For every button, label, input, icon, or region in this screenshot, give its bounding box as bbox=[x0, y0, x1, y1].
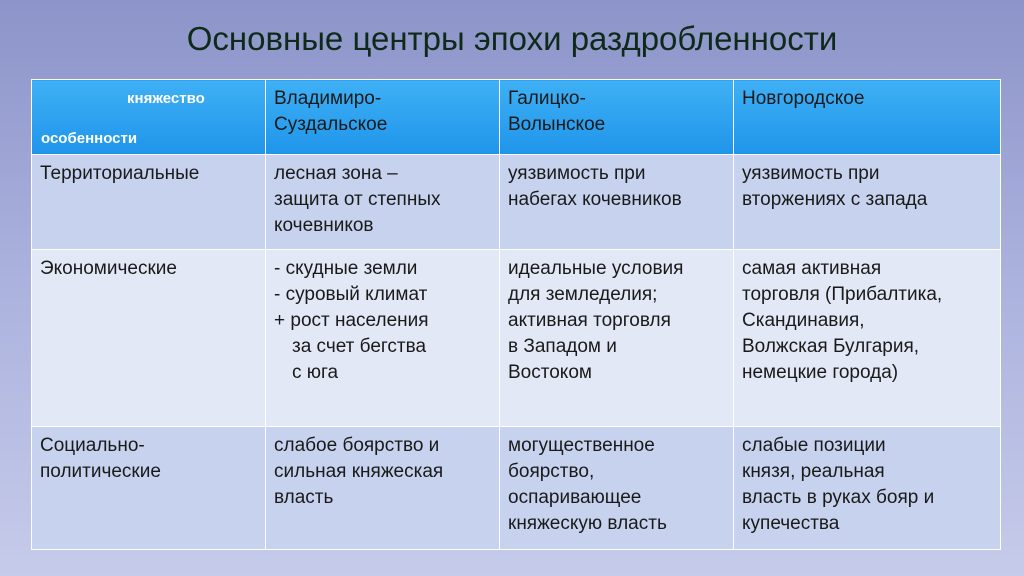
cell-line: князя, реальная bbox=[742, 461, 885, 482]
table-cell bbox=[500, 155, 734, 250]
cell-line: уязвимость при bbox=[742, 163, 880, 184]
column-header-vladimir-suzdal bbox=[266, 80, 500, 155]
corner-label-principality: княжество bbox=[127, 90, 205, 107]
cell-line: власть bbox=[274, 487, 334, 508]
table-cell bbox=[266, 427, 500, 550]
column-header-galicia-volhynia bbox=[500, 80, 734, 155]
cell-line: + рост населения bbox=[274, 310, 429, 331]
cell-line: с юга bbox=[292, 362, 339, 383]
table-row-territorial bbox=[32, 155, 1001, 250]
cell-line: Скандинавия, bbox=[742, 310, 865, 331]
cell-line: Волжская Булгария, bbox=[742, 336, 920, 357]
header-line: Галицко- bbox=[508, 88, 586, 109]
row-label: Социально- bbox=[40, 435, 145, 456]
row-label: политические bbox=[40, 461, 161, 482]
cell-line: власть в руках бояр и bbox=[742, 487, 935, 508]
cell-line: уязвимость при bbox=[508, 163, 646, 184]
row-label: Экономические bbox=[40, 258, 177, 279]
cell-line: за счет бегства bbox=[292, 336, 427, 357]
row-label: Территориальные bbox=[40, 163, 200, 184]
table-cell bbox=[734, 155, 1001, 250]
header-line: Новгородское bbox=[742, 88, 865, 109]
cell-line: слабые позиции bbox=[742, 435, 886, 456]
cell-line: самая активная bbox=[742, 258, 882, 279]
cell-line: вторжениях с запада bbox=[742, 189, 928, 210]
cell-line: - скудные земли bbox=[274, 258, 418, 279]
cell-line: набегах кочевников bbox=[508, 189, 682, 210]
row-label-cell bbox=[32, 250, 266, 427]
header-line: Волынское bbox=[508, 114, 606, 135]
corner-header-cell bbox=[32, 80, 266, 155]
table-row-economic bbox=[32, 250, 1001, 427]
cell-line: - суровый климат bbox=[274, 284, 428, 305]
centers-table bbox=[31, 79, 1001, 550]
table-cell bbox=[500, 250, 734, 427]
table-cell bbox=[266, 155, 500, 250]
cell-line: купечества bbox=[742, 513, 840, 534]
header-line: Суздальское bbox=[274, 114, 388, 135]
cell-line: в Западом и bbox=[508, 336, 617, 357]
page-title: Основные центры эпохи раздробленности bbox=[186, 20, 838, 57]
cell-line: княжескую власть bbox=[508, 513, 667, 534]
header-line: Владимиро- bbox=[274, 88, 382, 109]
table-cell bbox=[266, 250, 500, 427]
cell-line: немецкие города) bbox=[742, 362, 899, 383]
row-label-cell bbox=[32, 155, 266, 250]
cell-line: сильная княжеская bbox=[274, 461, 444, 482]
cell-line: для земледелия; bbox=[508, 284, 658, 305]
table-cell bbox=[500, 427, 734, 550]
cell-line: могущественное bbox=[508, 435, 655, 456]
table-cell bbox=[734, 250, 1001, 427]
cell-line: кочевников bbox=[274, 215, 374, 236]
row-label-cell bbox=[32, 427, 266, 550]
cell-line: слабое боярство и bbox=[274, 435, 440, 456]
cell-line: Востоком bbox=[508, 362, 592, 383]
table-cell bbox=[734, 427, 1001, 550]
cell-line: лесная зона – bbox=[274, 163, 398, 184]
header-row bbox=[32, 80, 1001, 155]
cell-line: оспаривающее bbox=[508, 487, 642, 508]
cell-line: защита от степных bbox=[274, 189, 441, 210]
table-row-sociopolitical bbox=[32, 427, 1001, 550]
cell-line: идеальные условия bbox=[508, 258, 684, 279]
cell-line: боярство, bbox=[508, 461, 595, 482]
column-header-novgorod bbox=[734, 80, 1001, 155]
cell-line: торговля (Прибалтика, bbox=[742, 284, 943, 305]
corner-label-features: особенности bbox=[41, 130, 138, 147]
cell-line: активная торговля bbox=[508, 310, 671, 331]
